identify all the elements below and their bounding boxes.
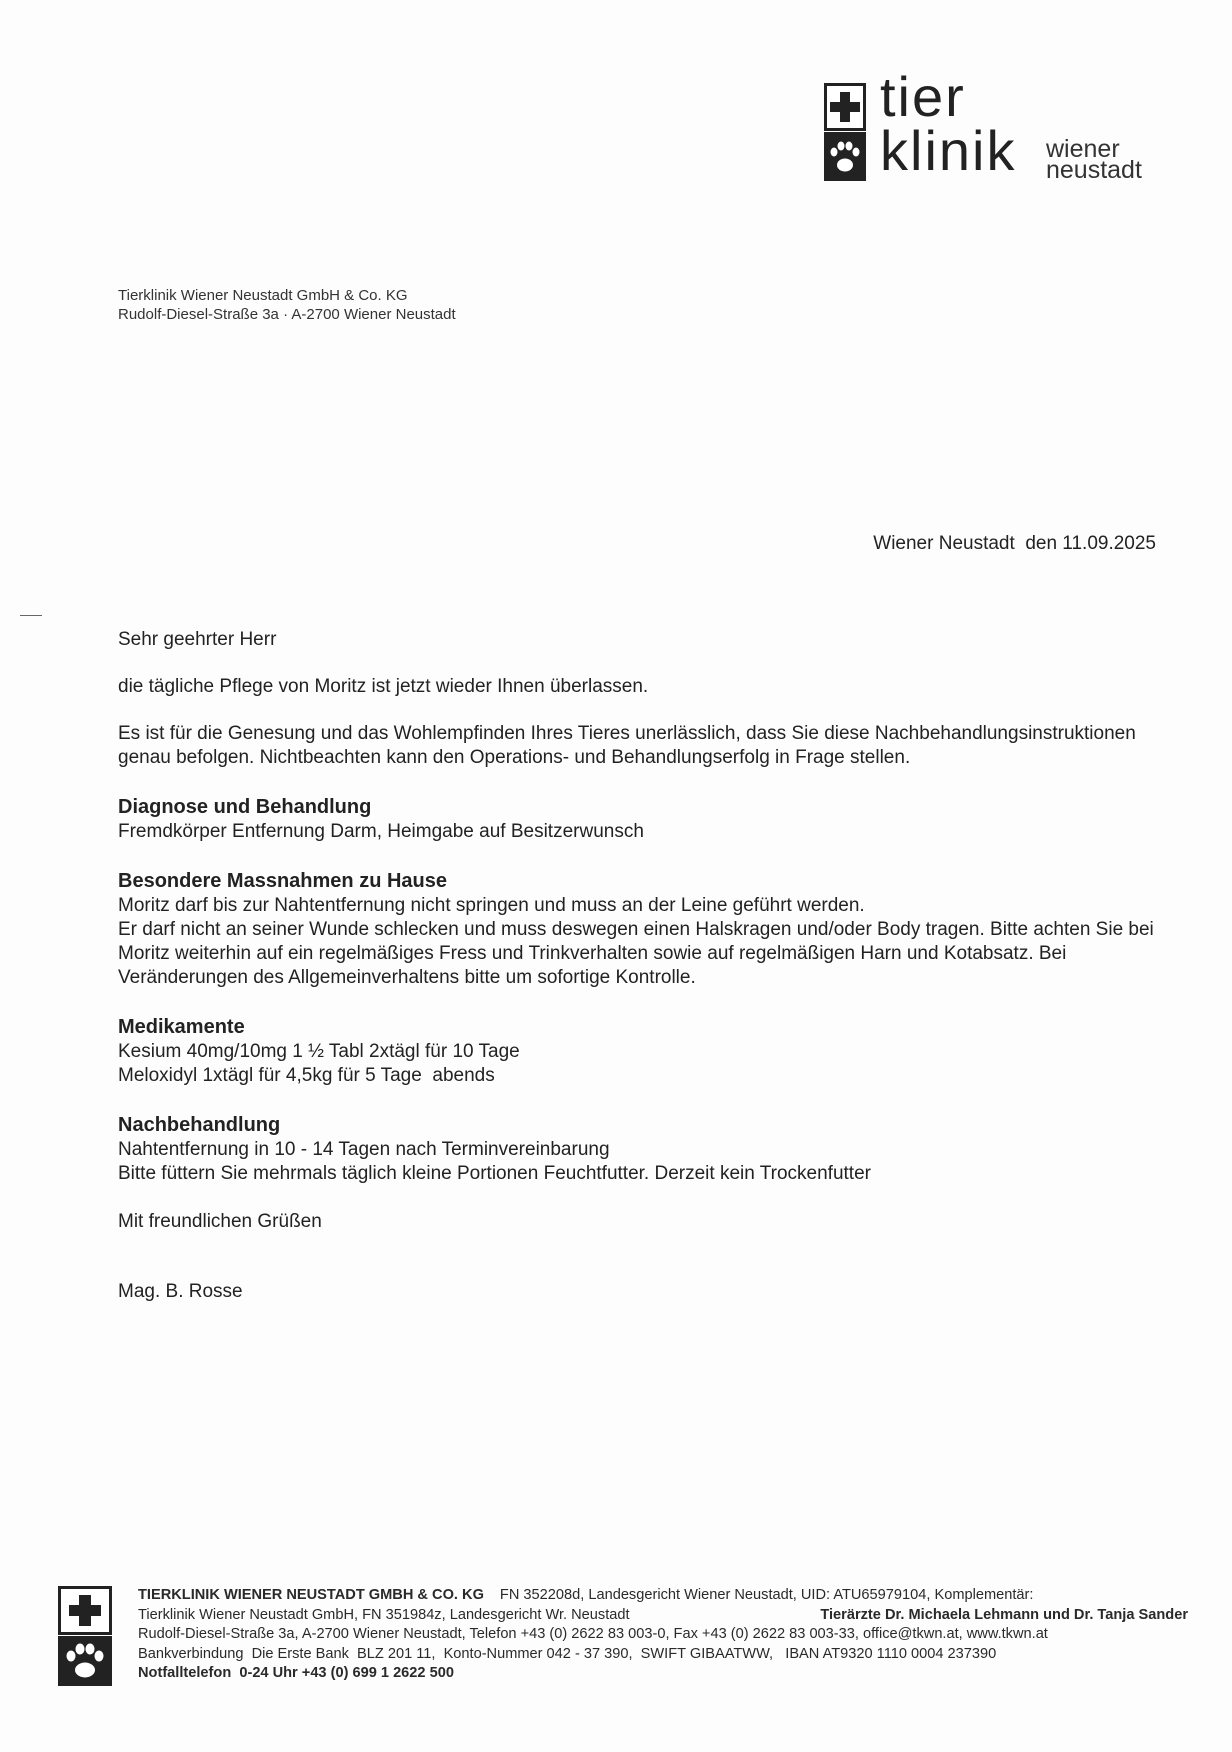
closing: Mit freundlichen Grüßen xyxy=(118,1211,322,1232)
cross-paw-icon xyxy=(58,1586,112,1691)
date-line: Wiener Neustadt den 11.09.2025 xyxy=(873,533,1156,554)
section-home-measures xyxy=(118,868,1168,990)
section-line: Fremdkörper Entfernung Darm, Heimgabe auf Besitzerwunsch xyxy=(118,821,644,842)
sender-line-1: Tierklinik Wiener Neustadt GmbH & Co. KG xyxy=(118,287,408,304)
footer-vets: Tierärzte Dr. Michaela Lehmann und Dr. Tanja Sander xyxy=(820,1606,1188,1623)
salutation: Sehr geehrter Herr xyxy=(118,629,277,650)
footer-bank: Bankverbindung Die Erste Bank BLZ 201 11, Konto-Nummer 042 - 37 390, SWIFT GIBAATWW, IBAN AT9320 1110 0004 237390 xyxy=(138,1645,997,1662)
logo-text-klinik: klinik xyxy=(880,119,1017,182)
section-heading: Besondere Massnahmen zu Hause xyxy=(118,870,447,892)
section-medication xyxy=(118,1014,1168,1088)
footer-partner: Tierklinik Wiener Neustadt GmbH, FN 351984z, Landesgericht Wr. Neustadt xyxy=(138,1606,630,1623)
logo-text-wiener: wiener xyxy=(1046,135,1120,163)
section-heading: Medikamente xyxy=(118,1016,245,1038)
footer-imprint xyxy=(138,1586,1188,1684)
footer-company: TIERKLINIK WIENER NEUSTADT GMBH & CO. KG xyxy=(138,1587,484,1603)
section-line: Er darf nicht an seiner Wunde schlecken und muss deswegen einen Halskragen und/oder Body tragen. Bitte achten Sie bei Moritz weiterhin auf ein regelmäßiges Fress und Trinkverhalten sowie auf regelmäßigen Harn und Kotabsatz. Bei Veränderungen des Allgemeinverhaltens bitte um sofortige Kontrolle. xyxy=(118,919,1154,988)
clinic-logo xyxy=(824,65,1164,185)
logo-text-neustadt: neustadt xyxy=(1046,156,1142,184)
section-line: Kesium 40mg/10mg 1 ½ Tabl 2xtägl für 10 Tage xyxy=(118,1041,520,1062)
sender-address xyxy=(118,286,456,324)
intro-paragraph: die tägliche Pflege von Moritz ist jetzt wieder Ihnen überlassen. xyxy=(118,676,649,697)
signature: Mag. B. Rosse xyxy=(118,1281,243,1302)
section-line: Moritz darf bis zur Nahtentfernung nicht springen und muss an der Leine geführt werden. xyxy=(118,895,865,916)
footer xyxy=(58,1586,1188,1696)
footer-registry: FN 352208d, Landesgericht Wiener Neustadt, UID: ATU65979104, Komplementär: xyxy=(499,1587,1034,1603)
footer-contact: Rudolf-Diesel-Straße 3a, A-2700 Wiener Neustadt, Telefon +43 (0) 2622 83 003-0, Fax +43 (0) 2622 83 003-33, office@tkwn.at, www.tkwn.at xyxy=(138,1626,1048,1642)
section-line: Bitte füttern Sie mehrmals täglich kleine Portionen Feuchtfutter. Derzeit kein Trockenfutter xyxy=(118,1163,871,1184)
footer-line-2 xyxy=(138,1606,1188,1626)
section-line: Nahtentfernung in 10 - 14 Tagen nach Terminvereinbarung xyxy=(118,1139,610,1160)
section-line: Meloxidyl 1xtägl für 4,5kg für 5 Tage abends xyxy=(118,1065,495,1086)
letter-body xyxy=(118,628,1168,1304)
footer-line-1 xyxy=(138,1586,1188,1606)
section-heading: Diagnose und Behandlung xyxy=(118,796,372,818)
cross-paw-icon xyxy=(824,83,866,181)
section-aftercare xyxy=(118,1112,1168,1186)
section-heading: Nachbehandlung xyxy=(118,1114,281,1136)
sender-line-2: Rudolf-Diesel-Straße 3a · A-2700 Wiener Neustadt xyxy=(118,306,456,323)
fold-mark xyxy=(20,615,42,616)
footer-emergency: Notfalltelefon 0-24 Uhr +43 (0) 699 1 2622 500 xyxy=(138,1665,454,1681)
section-diagnosis xyxy=(118,794,1168,844)
instruction-note: Es ist für die Genesung und das Wohlempfinden Ihres Tieres unerlässlich, dass Sie diese Nachbehandlungsinstruktionen genau befolgen. Nichtbeachten kann den Operations- und Behandlungserfolg in Frage stellen. xyxy=(118,723,1136,768)
logo-text-tier: tier xyxy=(880,65,966,128)
